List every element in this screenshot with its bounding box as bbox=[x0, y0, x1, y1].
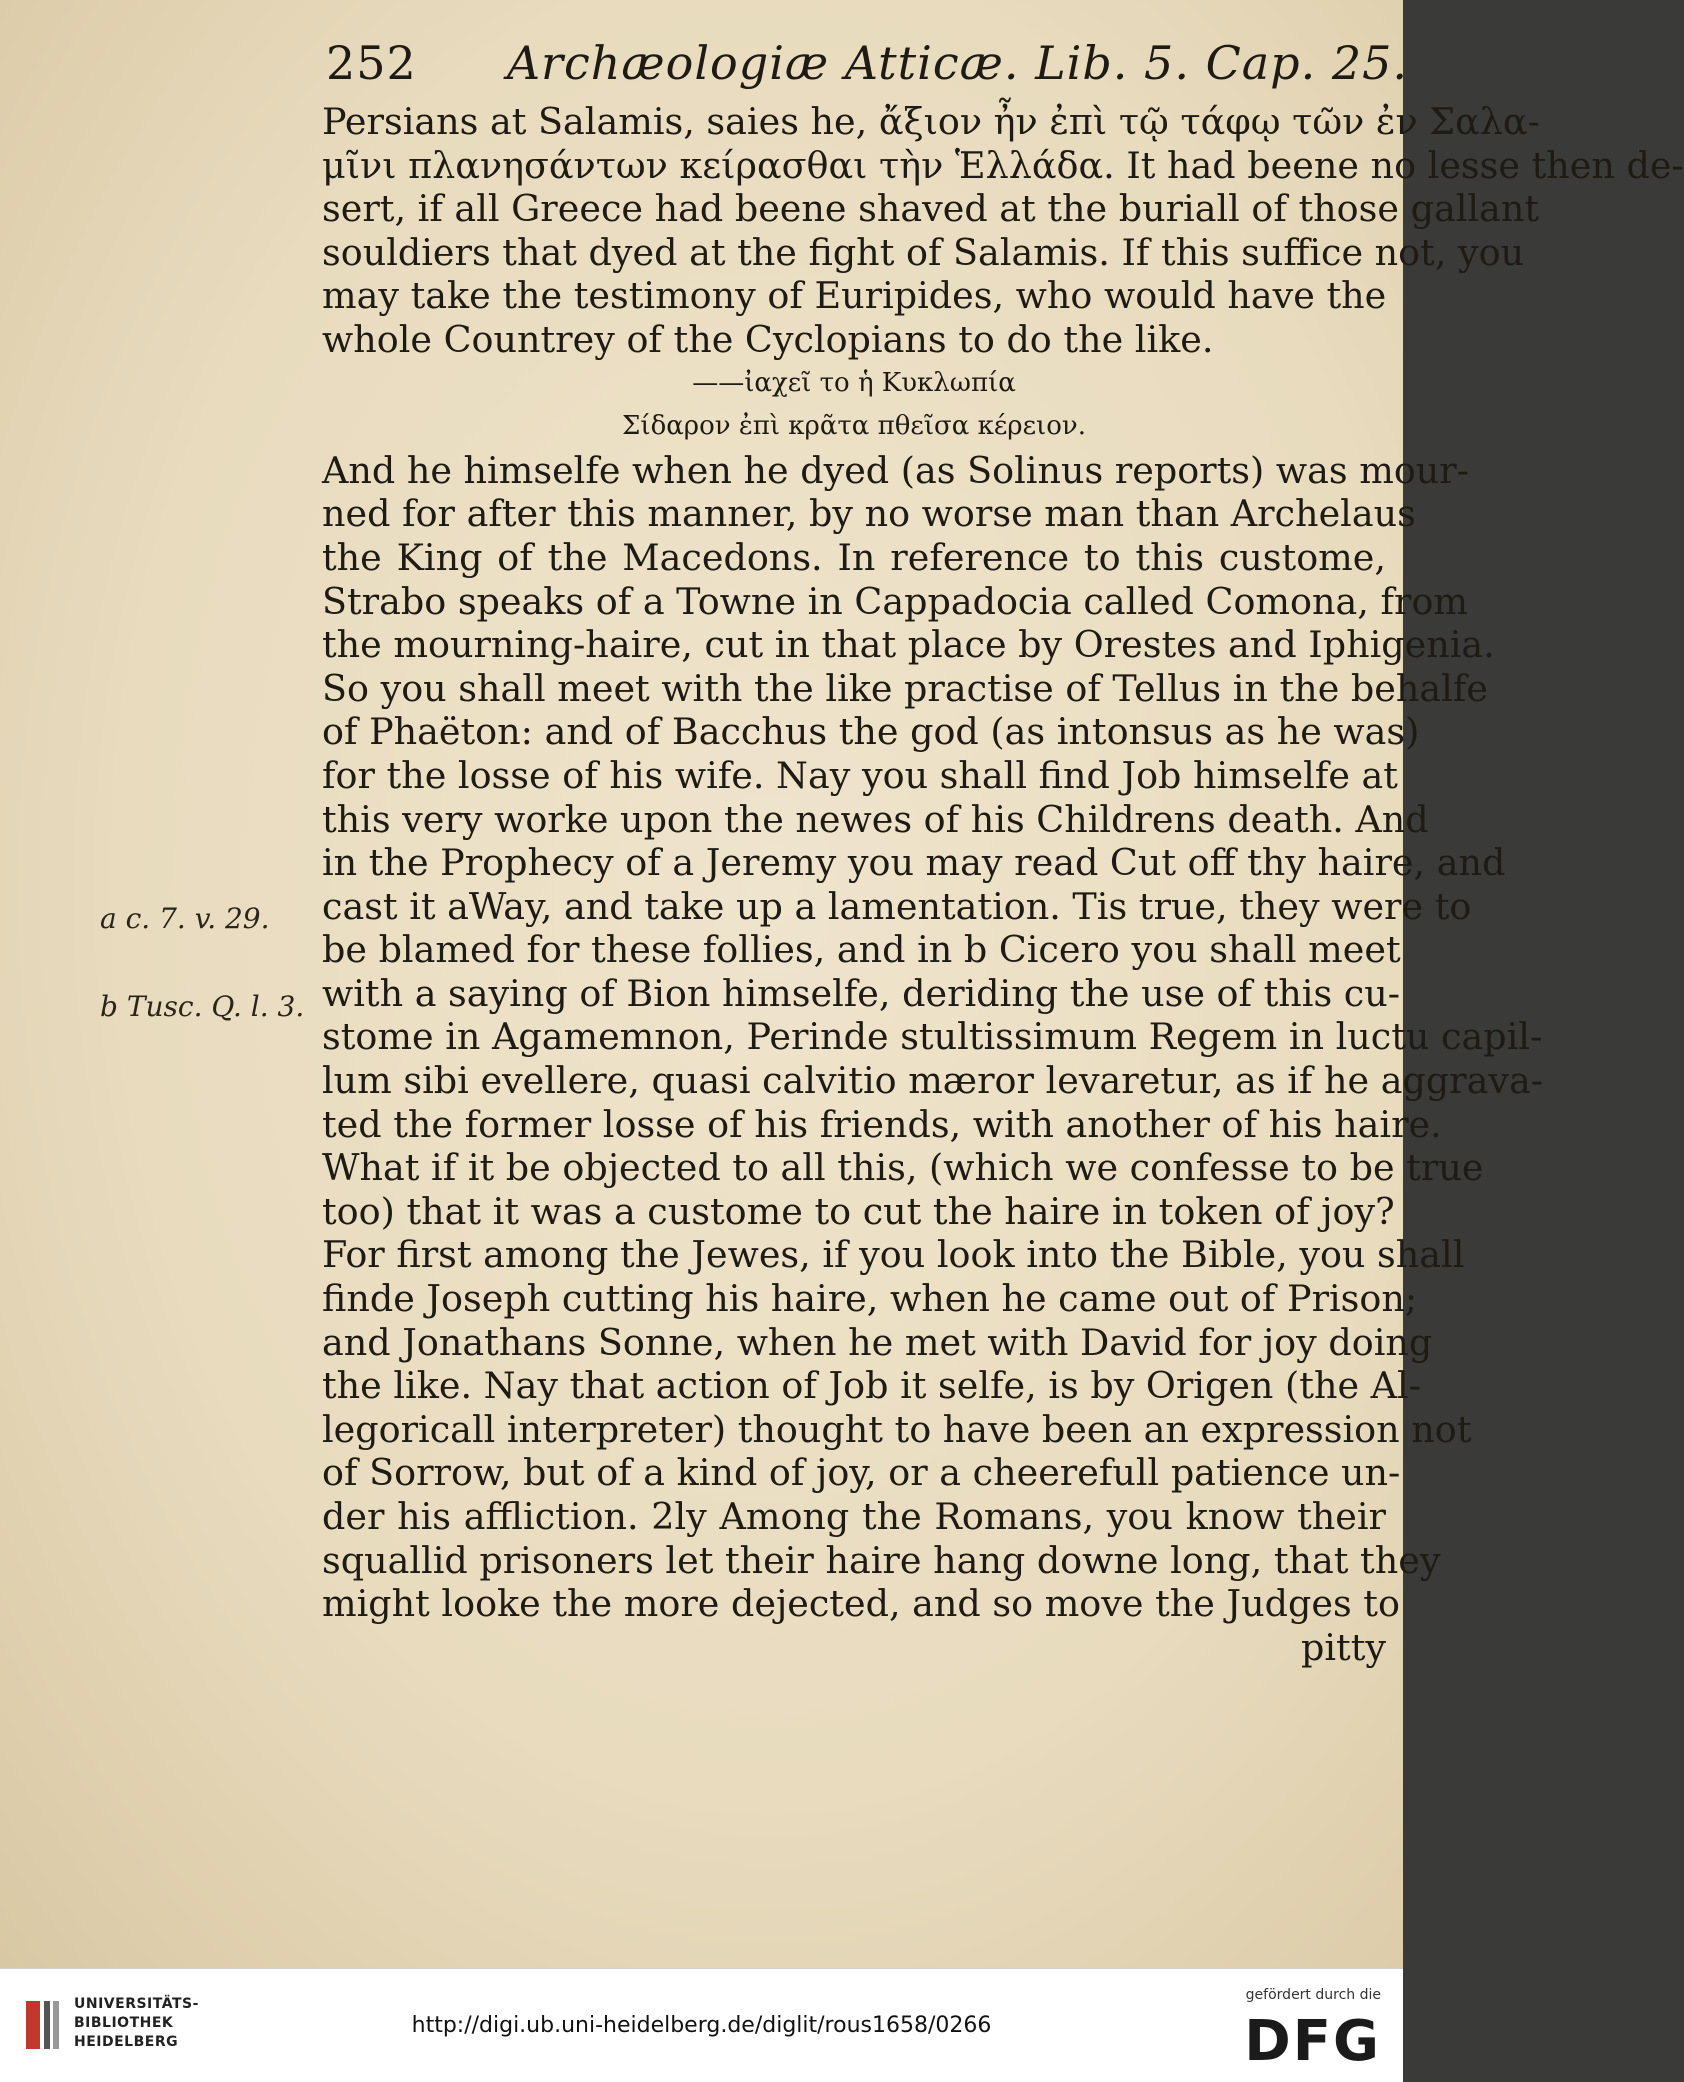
viewer-footer bbox=[0, 1968, 1403, 2082]
text-line: souldiers that dyed at the fight of Salamis. If this suffice not, you bbox=[322, 230, 1525, 274]
text-line: might looke the more dejected, and so move the Judges to bbox=[322, 1582, 1400, 1626]
text-line: For first among the Jewes, if you look into the Bible, you shall bbox=[322, 1233, 1465, 1277]
text-line: in the Prophecy of a Jeremy you may read Cut off thy haire, and bbox=[322, 841, 1506, 885]
text-line: cast it aWay, and take up a lamentation. Tis true, they were to bbox=[322, 884, 1472, 928]
catchword: pitty bbox=[1301, 1625, 1386, 1669]
text-line: legoricall interpreter) thought to have been an expression not bbox=[322, 1407, 1472, 1451]
text-line: What if it be objected to all this, (which we confesse to be true bbox=[322, 1146, 1484, 1190]
text-line: this very worke upon the newes of his Childrens death. And bbox=[322, 797, 1429, 841]
text-line: der his affliction. 2ly Among the Romans, you know their bbox=[322, 1495, 1386, 1538]
permalink-url[interactable]: http://digi.ub.uni-heidelberg.de/diglit/rous1658/0266 bbox=[411, 2013, 992, 2038]
text-line: μῖνι πλανησάντων κείρασθαι τὴν Ἑλλάδα. It had beene no lesse then de- bbox=[322, 143, 1684, 187]
text-line: Strabo speaks of a Towne in Cappadocia called Comona, from bbox=[322, 579, 1469, 623]
text-line: ned for after this manner, by no worse man than Archelaus bbox=[322, 492, 1416, 536]
text-line: too) that it was a custome to cut the haire in token of joy? bbox=[322, 1189, 1395, 1233]
page-number: 252 bbox=[326, 36, 417, 90]
text-line: finde Joseph cutting his haire, when he came out of Prison; bbox=[322, 1277, 1418, 1321]
greek-quote-line: ——ἰαχεῖ το ἡ Κυκλωπία bbox=[692, 367, 1016, 398]
text-line: with a saying of Bion himselfe, deriding the use of this cu- bbox=[322, 971, 1401, 1015]
dfg-logo: DFG bbox=[1244, 2009, 1381, 2074]
library-name-line: UNIVERSITÄTS- bbox=[74, 1996, 199, 2012]
text-line: And he himselfe when he dyed (as Solinus reports) was mour- bbox=[322, 448, 1470, 492]
library-name-line: BIBLIOTHEK bbox=[74, 2015, 174, 2031]
text-line: So you shall meet with the like practise of Tellus in the behalfe bbox=[322, 666, 1488, 710]
text-line: the like. Nay that action of Job it selfe, is by Origen (the Al- bbox=[322, 1364, 1422, 1408]
text-line: be blamed for these follies, and in b Cicero you shall meet bbox=[322, 928, 1401, 972]
text-line: whole Countrey of the Cyclopians to do the like. bbox=[322, 317, 1214, 361]
body-text bbox=[322, 100, 1684, 1669]
text-line: ted the former losse of his friends, with another of his haire. bbox=[322, 1102, 1442, 1146]
running-title: Archæologiæ Atticæ. Lib. 5. Cap. 25. bbox=[506, 36, 1409, 90]
text-line: stome in Agamemnon, Perinde stultissimum Regem in luctu capil- bbox=[322, 1015, 1543, 1059]
text-line: lum sibi evellere, quasi calvitio mæror levaretur, as if he aggrava- bbox=[322, 1059, 1544, 1103]
greek-quote-line: Σίδαρον ἐπὶ κρᾶτα πθεῖσα κέρειον. bbox=[622, 411, 1086, 442]
text-line: of Phaëton: and of Bacchus the god (as intonsus as he was) bbox=[322, 710, 1420, 754]
text-line: may take the testimony of Euripides, who would have the bbox=[322, 274, 1387, 318]
text-line: the King of the Macedons. In reference to this custome, bbox=[322, 535, 1386, 579]
text-line: squallid prisoners let their haire hang downe long, that they bbox=[322, 1538, 1441, 1582]
text-line: the mourning-haire, cut in that place by Orestes and Iphigenia. bbox=[322, 623, 1495, 667]
running-head bbox=[326, 36, 1409, 96]
text-line: and Jonathans Sonne, when he met with David for joy doing bbox=[322, 1320, 1433, 1364]
text-line: for the losse of his wife. Nay you shall find Job himselfe at bbox=[322, 753, 1398, 797]
text-line: sert, if all Greece had beene shaved at the buriall of those gallant bbox=[322, 187, 1539, 231]
text-line: of Sorrow, but of a kind of joy, or a cheerefull patience un- bbox=[322, 1451, 1401, 1495]
funder-label: gefördert durch die bbox=[1245, 1987, 1381, 2003]
margin-note-jeremiah: a c. 7. v. 29. bbox=[100, 902, 270, 935]
library-name-line: HEIDELBERG bbox=[74, 2034, 179, 2050]
margin-note-cicero: b Tusc. Q. l. 3. bbox=[100, 990, 305, 1023]
text-line: Persians at Salamis, saies he, ἄξιον ἦν ἐπὶ τῷ τάφῳ τῶν ἐν Σαλα- bbox=[322, 100, 1540, 143]
